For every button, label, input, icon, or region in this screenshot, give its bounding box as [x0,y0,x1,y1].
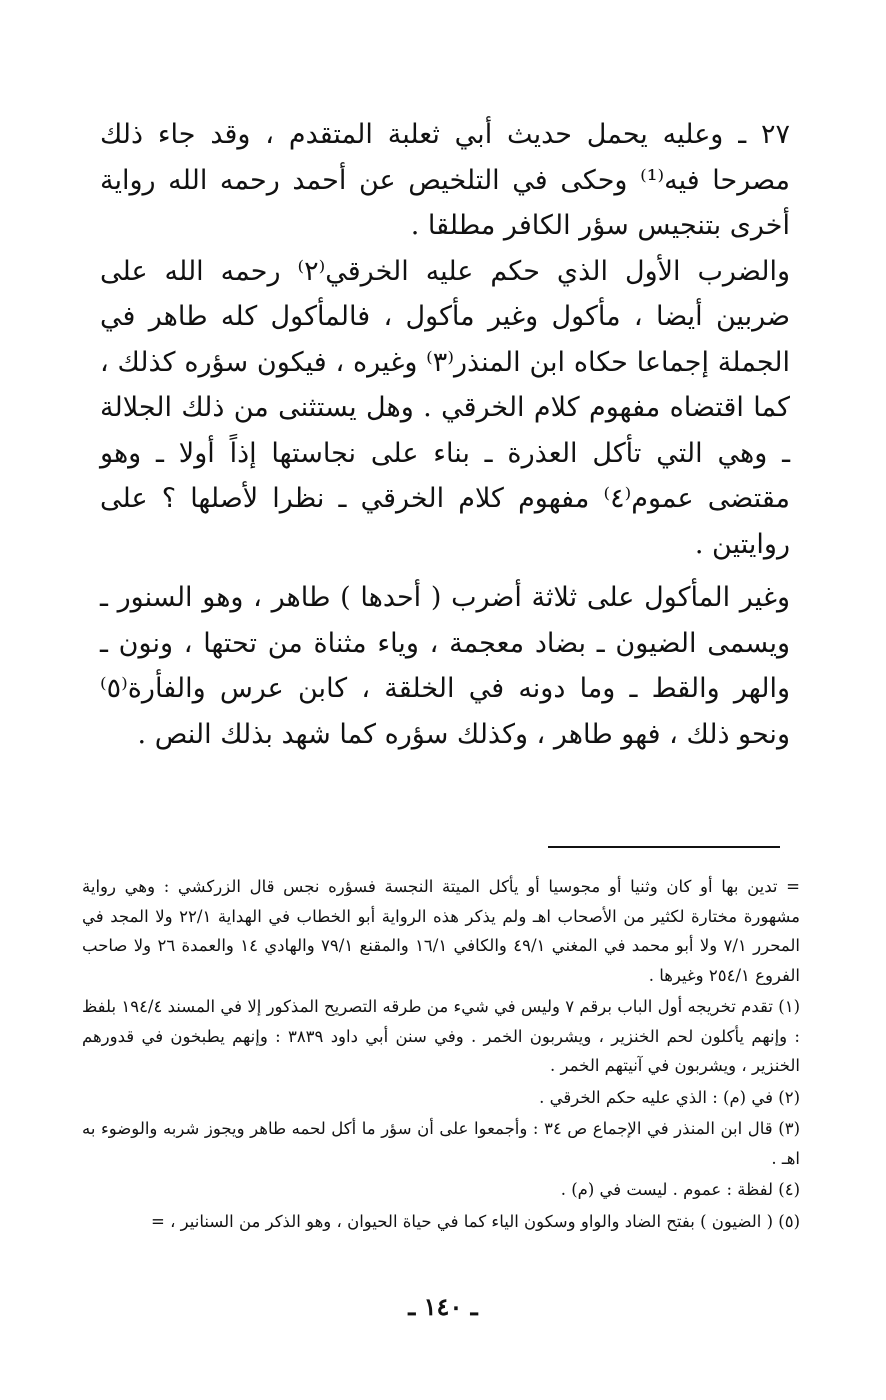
paragraph-text: وعليه يحمل حديث أبي ثعلبة المتقدم ، وقد جاء ذلك مصرحا فيه⁽¹⁾ وحكى في التلخيص عن أحمد رحمه الله رواية أخرى بتنجيس سؤر الكافر مطلقا . [100,119,790,241]
paragraph-number: ٢٧ ـ [738,119,790,150]
paragraph-text: وغير المأكول على ثلاثة أضرب ( أحدها ) طاهر ، وهو السنور ـ ويسمى الضيون ـ بضاد معجمة ، وياء مثناة من تحتها ، ونون ـ والهر والقط ـ وما دونه في الخلقة ، كابن عرس والفأرة⁽٥⁾ ونحو ذلك ، فهو طاهر ، وكذلك سؤره كما شهد بذلك النص . [100,582,790,750]
paragraph-third [100,575,790,757]
footnote-2: (٢) في (م) : الذي عليه حكم الخرقي . [539,1087,800,1107]
footnote-divider [548,846,780,848]
footnote-1: (١) تقدم تخريجه أول الباب برقم ٧ وليس في شيء من طرقه التصريح المذكور إلا في المسند ١٩٤/٤ بلفظ : وإنهم يأكلون لحم الخنزير ، ويشربون الخمر . وفي سنن أبي داود ٣٨٣٩ : وإنهم يطبخون في قدورهم الخنزير ، ويشربون في آنيتهم الخمر . [82,997,801,1075]
footnote-continuation: = تدين بها أو كان وثنيا أو مجوسيا أو يأكل الميتة النجسة فسؤره نجس قال الزركشي : وهي رواية مشهورة مختارة لكثير من الأصحاب اهـ ولم يذكر هذه الرواية أبو الخطاب في الهداية ٢٢/١ ولا المجد في المحرر ٧/١ ولا أبو محمد في المغني ٤٩/١ والكافي ١٦/١ والمقنع ٧٩/١ والهادي ١٤ والعمدة ٢٦ ولا صاحب الفروع ٢٥٤/١ وغيرها . [82,877,801,985]
page-number: ـ ١٤٠ ـ [408,1292,478,1321]
paragraph-27 [100,112,790,249]
main-text [100,112,790,757]
footnotes [82,872,800,1236]
paragraph-second [100,249,790,568]
footnote-5: (٥) ( الضيون ) بفتح الضاد والواو وسكون الياء كما في حياة الحيوان ، وهو الذكر من السنانير ، = [151,1211,800,1231]
paragraph-text: والضرب الأول الذي حكم عليه الخرقي⁽٢⁾ رحمه الله على ضربين أيضا ، مأكول وغير مأكول ، فالمأكول كله طاهر في الجملة إجماعا حكاه ابن المنذر⁽٣⁾ وغيره ، فيكون سؤره كذلك ، كما اقتضاه مفهوم كلام الخرقي . وهل يستثنى من ذلك الجلالة ـ وهي التي تأكل العذرة ـ بناء على نجاستها إذاً أولا ـ وهو مقتضى عموم⁽٤⁾ مفهوم كلام الخرقي ـ نظرا لأصلها ؟ على روايتين . [100,255,790,560]
footnote-3: (٣) قال ابن المنذر في الإجماع ص ٣٤ : وأجمعوا على أن سؤر ما أكل لحمه طاهر ويجوز شربه والوضوء به اهـ . [82,1119,800,1168]
footnote-4: (٤) لفظة : عموم . ليست في (م) . [560,1180,800,1199]
